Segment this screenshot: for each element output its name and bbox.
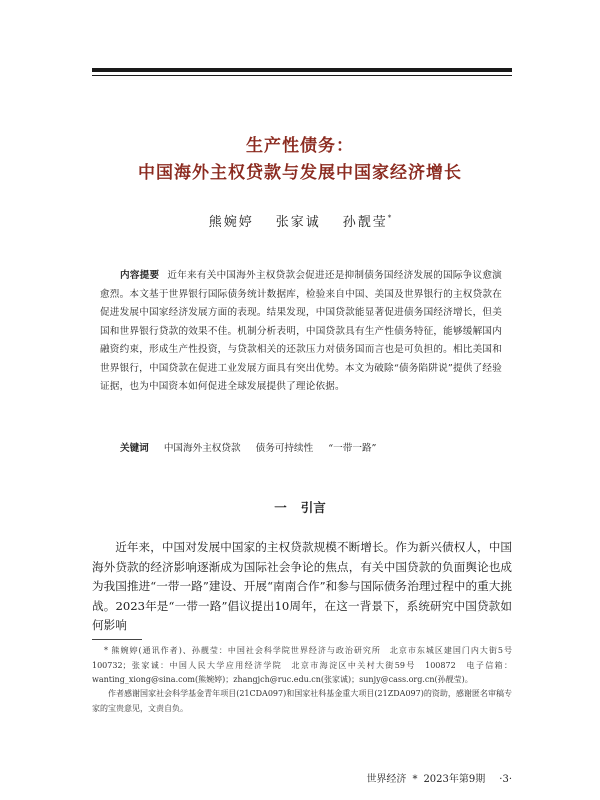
author-list bbox=[0, 211, 600, 230]
footnote-acknowledgement: 作者感谢国家社会科学基金青年项目(21CDA097)和国家社科基金重大项目(21ZDA097)的资助，感谢匿名审稿专家的宝贵意见，文责自负。 bbox=[92, 689, 512, 713]
section-number: 一 bbox=[274, 500, 287, 515]
page-number-dot: · bbox=[508, 774, 512, 785]
page-number: 3 bbox=[502, 774, 509, 785]
footnote-author-info: * 熊婉婷(通讯作者)、孙靓莹：中国社会科学院世界经济与政治研究所 北京市东城区建国门内大街5号 100732；张家诚：中国人民大学应用经济学院 北京市海淀区中关村大街59号 100872 电子信箱：wanting_xiong@sina.com(熊婉婷)；zhangjch@ruc.edu.cn(张家诚)；sunjy@cass.org.cn(孙靓莹)。 bbox=[92, 646, 520, 684]
abstract-label: 内容提要 bbox=[120, 270, 160, 281]
section-title: 引言 bbox=[300, 500, 326, 515]
section-heading bbox=[0, 498, 600, 516]
title-line-2: 中国海外主权贷款与发展中国家经济增长 bbox=[138, 163, 462, 183]
page-footer bbox=[366, 770, 512, 785]
keyword: 债务可持续性 bbox=[255, 443, 314, 454]
body-paragraph: 近年来，中国对发展中国家的主权贷款规模不断增长。作为新兴债权人，中国海外贷款的经济影响逐渐成为国际社会争论的焦点，有关中国贷款的负面舆论也成为我国推进“一带一路”建设、开展“南南合作”和参与国际债务治理过程中的重大挑战。2023年是“一带一路”倡议提出10周年，在这一背景下，系统研究中国贷款如何影响 bbox=[92, 540, 512, 632]
journal-name: 世界经济 bbox=[366, 774, 407, 785]
footnote-rule bbox=[92, 639, 142, 640]
title-line-1: 生产性债务： bbox=[246, 136, 354, 156]
author-name: 张家诚 bbox=[275, 215, 321, 230]
abstract bbox=[100, 267, 502, 397]
keyword: “一带一路” bbox=[328, 443, 377, 454]
author-name: 孙靓莹 bbox=[342, 215, 388, 230]
abstract-text: 近年来有关中国海外主权贷款会促进还是抑制债务国经济发展的国际争议愈演愈烈。本文基于世界银行国际债务统计数据库，检验来自中国、美国及世界银行的主权贷款在促进发展中国家经济发展方面的表现。结果发现，中国贷款能显著促进债务国经济增长，但美国和世界银行贷款的效果不佳。机制分析表明，中国贷款具有生产性债务特征，能够缓解国内融资约束，形成生产性投资，与贷款相关的还款压力对债务国而言也是可负担的。相比美国和世界银行，中国贷款在促进工业发展方面具有突出优势。本文为破除“债务陷阱说”提供了经验证据，也为中国资本如何促进全球发展提供了理论依据。 bbox=[100, 270, 502, 392]
keywords bbox=[120, 440, 500, 454]
keyword: 中国海外主权贷款 bbox=[163, 443, 241, 454]
journal-issue: 2023年第9期 bbox=[423, 774, 486, 785]
author-footnote-marker: * bbox=[387, 214, 392, 222]
header-rule-thick bbox=[92, 68, 512, 72]
footer-marker: * bbox=[412, 774, 418, 785]
header-rule-thin bbox=[92, 75, 512, 76]
author-name: 熊婉婷 bbox=[208, 215, 254, 230]
keywords-label: 关键词 bbox=[120, 443, 149, 454]
page-number-dot: · bbox=[499, 774, 503, 785]
